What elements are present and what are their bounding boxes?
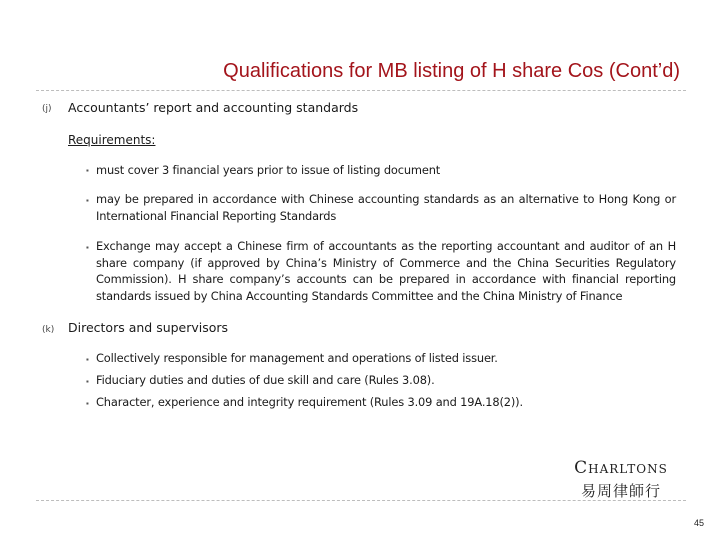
- section-k-bullet-3: Character, experience and integrity requirement (Rules 3.09 and 19A.18(2)).: [96, 395, 523, 409]
- bullet-marker: ▪: [86, 166, 89, 175]
- requirements-label: Requirements:: [68, 133, 156, 147]
- section-j-heading: Accountants’ report and accounting standards: [68, 100, 359, 115]
- logo-name-cn: 易周律師行: [580, 482, 661, 500]
- section-k-bullet-1: Collectively responsible for management and operations of listed issuer.: [96, 351, 498, 365]
- section-j-bullet-1: must cover 3 financial years prior to issue of listing document: [96, 163, 441, 177]
- title-divider: [36, 90, 686, 91]
- bullet-marker: ▪: [86, 196, 89, 205]
- section-k-bullet-2: Fiduciary duties and duties of due skill and care (Rules 3.08).: [96, 373, 435, 387]
- bullet-marker: ▪: [86, 355, 89, 364]
- section-j-bullet-3: Exchange may accept a Chinese firm of accountants as the reporting accountant and auditor of an H share company (if approved by China’s Ministry of Commerce and the China Securities Regulatory Commission). H share company’s accounts can be prepared in accordance with financial reporting standards issued by China Accounting Standards Committee and the China Ministry of Finance: [96, 239, 676, 303]
- section-k-heading: Directors and supervisors: [68, 320, 229, 335]
- bullet-marker: ▪: [86, 243, 89, 252]
- page-title: Qualifications for MB listing of H share Cos (Cont’d): [223, 60, 680, 82]
- charltons-logo: [560, 458, 682, 501]
- bullet-marker: ▪: [86, 377, 89, 386]
- footer-divider: [36, 500, 686, 501]
- logo-name-en: Charltons: [574, 458, 668, 478]
- section-j-bullet-2: may be prepared in accordance with Chinese accounting standards as an alternative to Hong Kong or International Financial Reporting Standards: [96, 192, 676, 223]
- section-j-letter: (j): [42, 104, 52, 114]
- section-k-letter: (k): [42, 325, 55, 335]
- bullet-marker: ▪: [86, 399, 89, 408]
- page-number: 45: [693, 518, 704, 528]
